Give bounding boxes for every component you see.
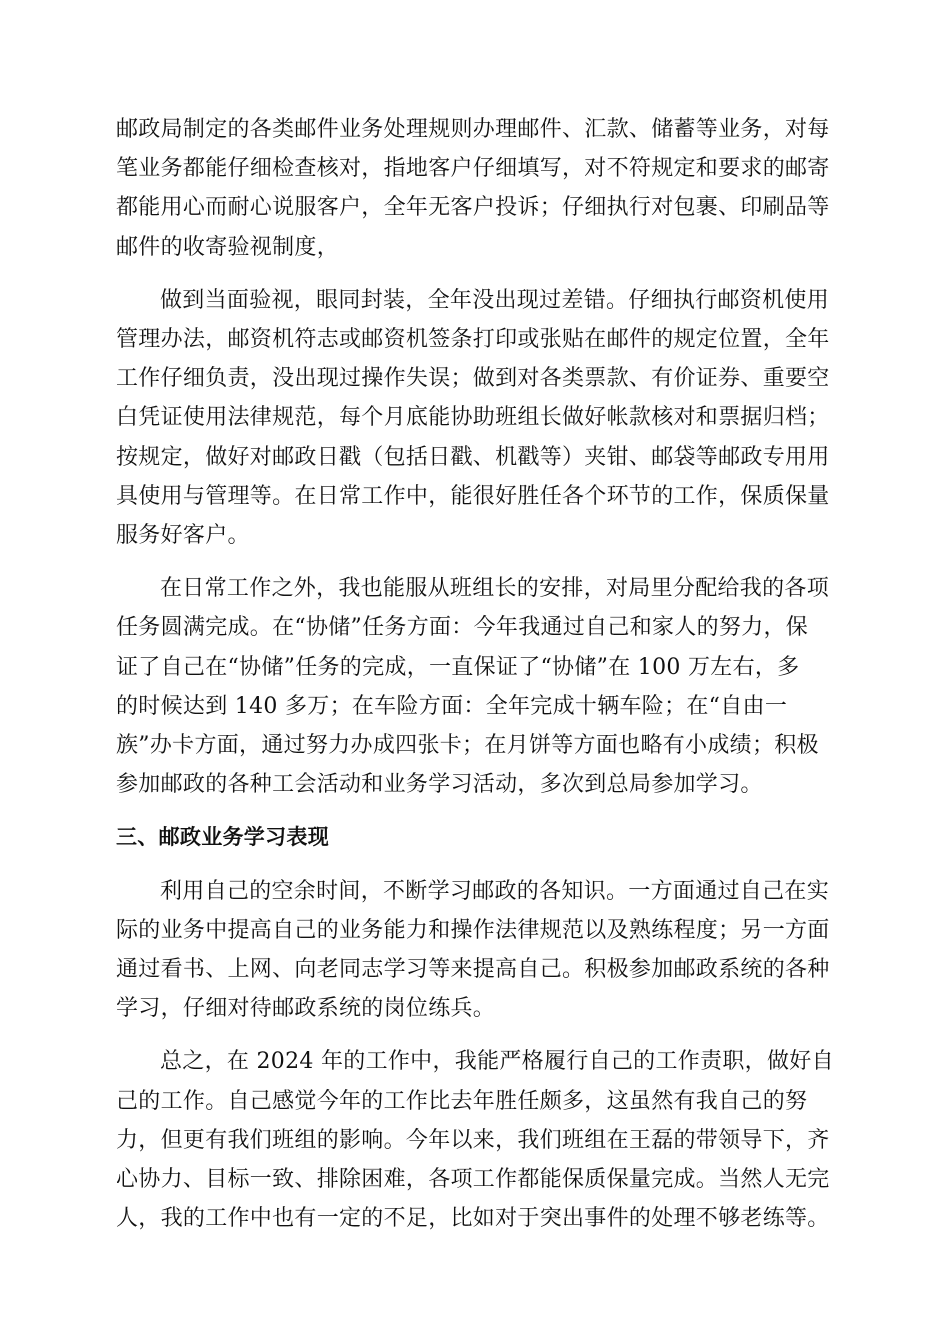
paragraph-study (116, 872, 836, 1029)
text-line: 族”办卡方面，通过努力办成四张卡；在月饼等方面也略有小成绩；积极 (116, 733, 819, 759)
text-line: 任务圆满完成。在“协储”任务方面：今年我通过自己和家人的努力，保 (116, 615, 809, 641)
text-line: 人，我的工作中也有一定的不足，比如对于突出事件的处理不够老练等。 (116, 1206, 830, 1232)
paragraph-mail-handling (116, 110, 836, 267)
text-line: 在日常工作之外，我也能服从班组长的安排，对局里分配给我的各项 (160, 576, 830, 602)
text-line: 总之，在 2024 年的工作中，我能严格履行自己的工作责职，做好自 (160, 1049, 834, 1075)
document-page (116, 110, 836, 1252)
text-line: 按规定，做好对邮政日戳（包括日戳、机戳等）夹钳、邮袋等邮政专用用 (116, 444, 830, 470)
text-line: 邮政局制定的各类邮件业务处理规则办理邮件、汇款、储蓄等业务，对每 (116, 117, 830, 142)
text-line: 通过看书、上网、向老同志学习等来提高自己。积极参加邮政系统的各种 (116, 957, 830, 983)
text-line: 参加邮政的各种工会活动和业务学习活动，多次到总局参加学习。 (116, 772, 763, 798)
text-line: 做到当面验视，眼同封装，全年没出现过差错。仔细执行邮资机使用 (160, 287, 830, 313)
text-line: 都能用心而耐心说服客户，全年无客户投诉；仔细执行对包裹、印刷品等 (116, 195, 830, 221)
text-line: 力，但更有我们班组的影响。今年以来，我们班组在王磊的带领导下，齐 (116, 1127, 830, 1153)
paragraph-inspection (116, 281, 836, 555)
text-line: 利用自己的空余时间，不断学习邮政的各知识。一方面通过自己在实 (160, 878, 830, 904)
text-line: 工作仔细负责，没出现过操作失误；做到对各类票款、有价证券、重要空 (116, 366, 830, 392)
text-line: 笔业务都能仔细检查核对，指地客户仔细填写，对不符规定和要求的邮寄 (116, 156, 830, 182)
text-line: 证了自己在“协储”任务的完成，一直保证了“协储”在 100 万左右，多 (116, 654, 800, 680)
text-line: 邮件的收寄验视制度， (116, 234, 340, 260)
text-line: 服务好客户。 (116, 523, 250, 549)
text-line: 际的业务中提高自己的业务能力和操作法律规范以及熟练程度；另一方面 (116, 917, 830, 943)
paragraph-extra-tasks (116, 569, 836, 804)
text-line: 具使用与管理等。在日常工作中，能很好胜任各个环节的工作，保质保量 (116, 483, 830, 509)
text-line: 心协力、目标一致、排除困难，各项工作都能保质保量完成。当然人无完 (116, 1167, 830, 1193)
paragraph-summary (116, 1042, 836, 1238)
text-line: 的时候达到 140 多万；在车险方面：全年完成十辆车险；在“自由一 (116, 693, 788, 719)
text-line: 己的工作。自己感觉今年的工作比去年胜任颇多，这虽然有我自己的努 (116, 1088, 808, 1114)
section-heading: 三、邮政业务学习表现 (116, 825, 329, 850)
text-line: 管理办法，邮资机符志或邮资机签条打印或张贴在邮件的规定位置，全年 (116, 327, 830, 353)
text-line: 白凭证使用法律规范，每个月底能协助班组长做好帐款核对和票据归档； (116, 405, 830, 431)
text-line: 学习，仔细对待邮政系统的岗位练兵。 (116, 996, 496, 1022)
